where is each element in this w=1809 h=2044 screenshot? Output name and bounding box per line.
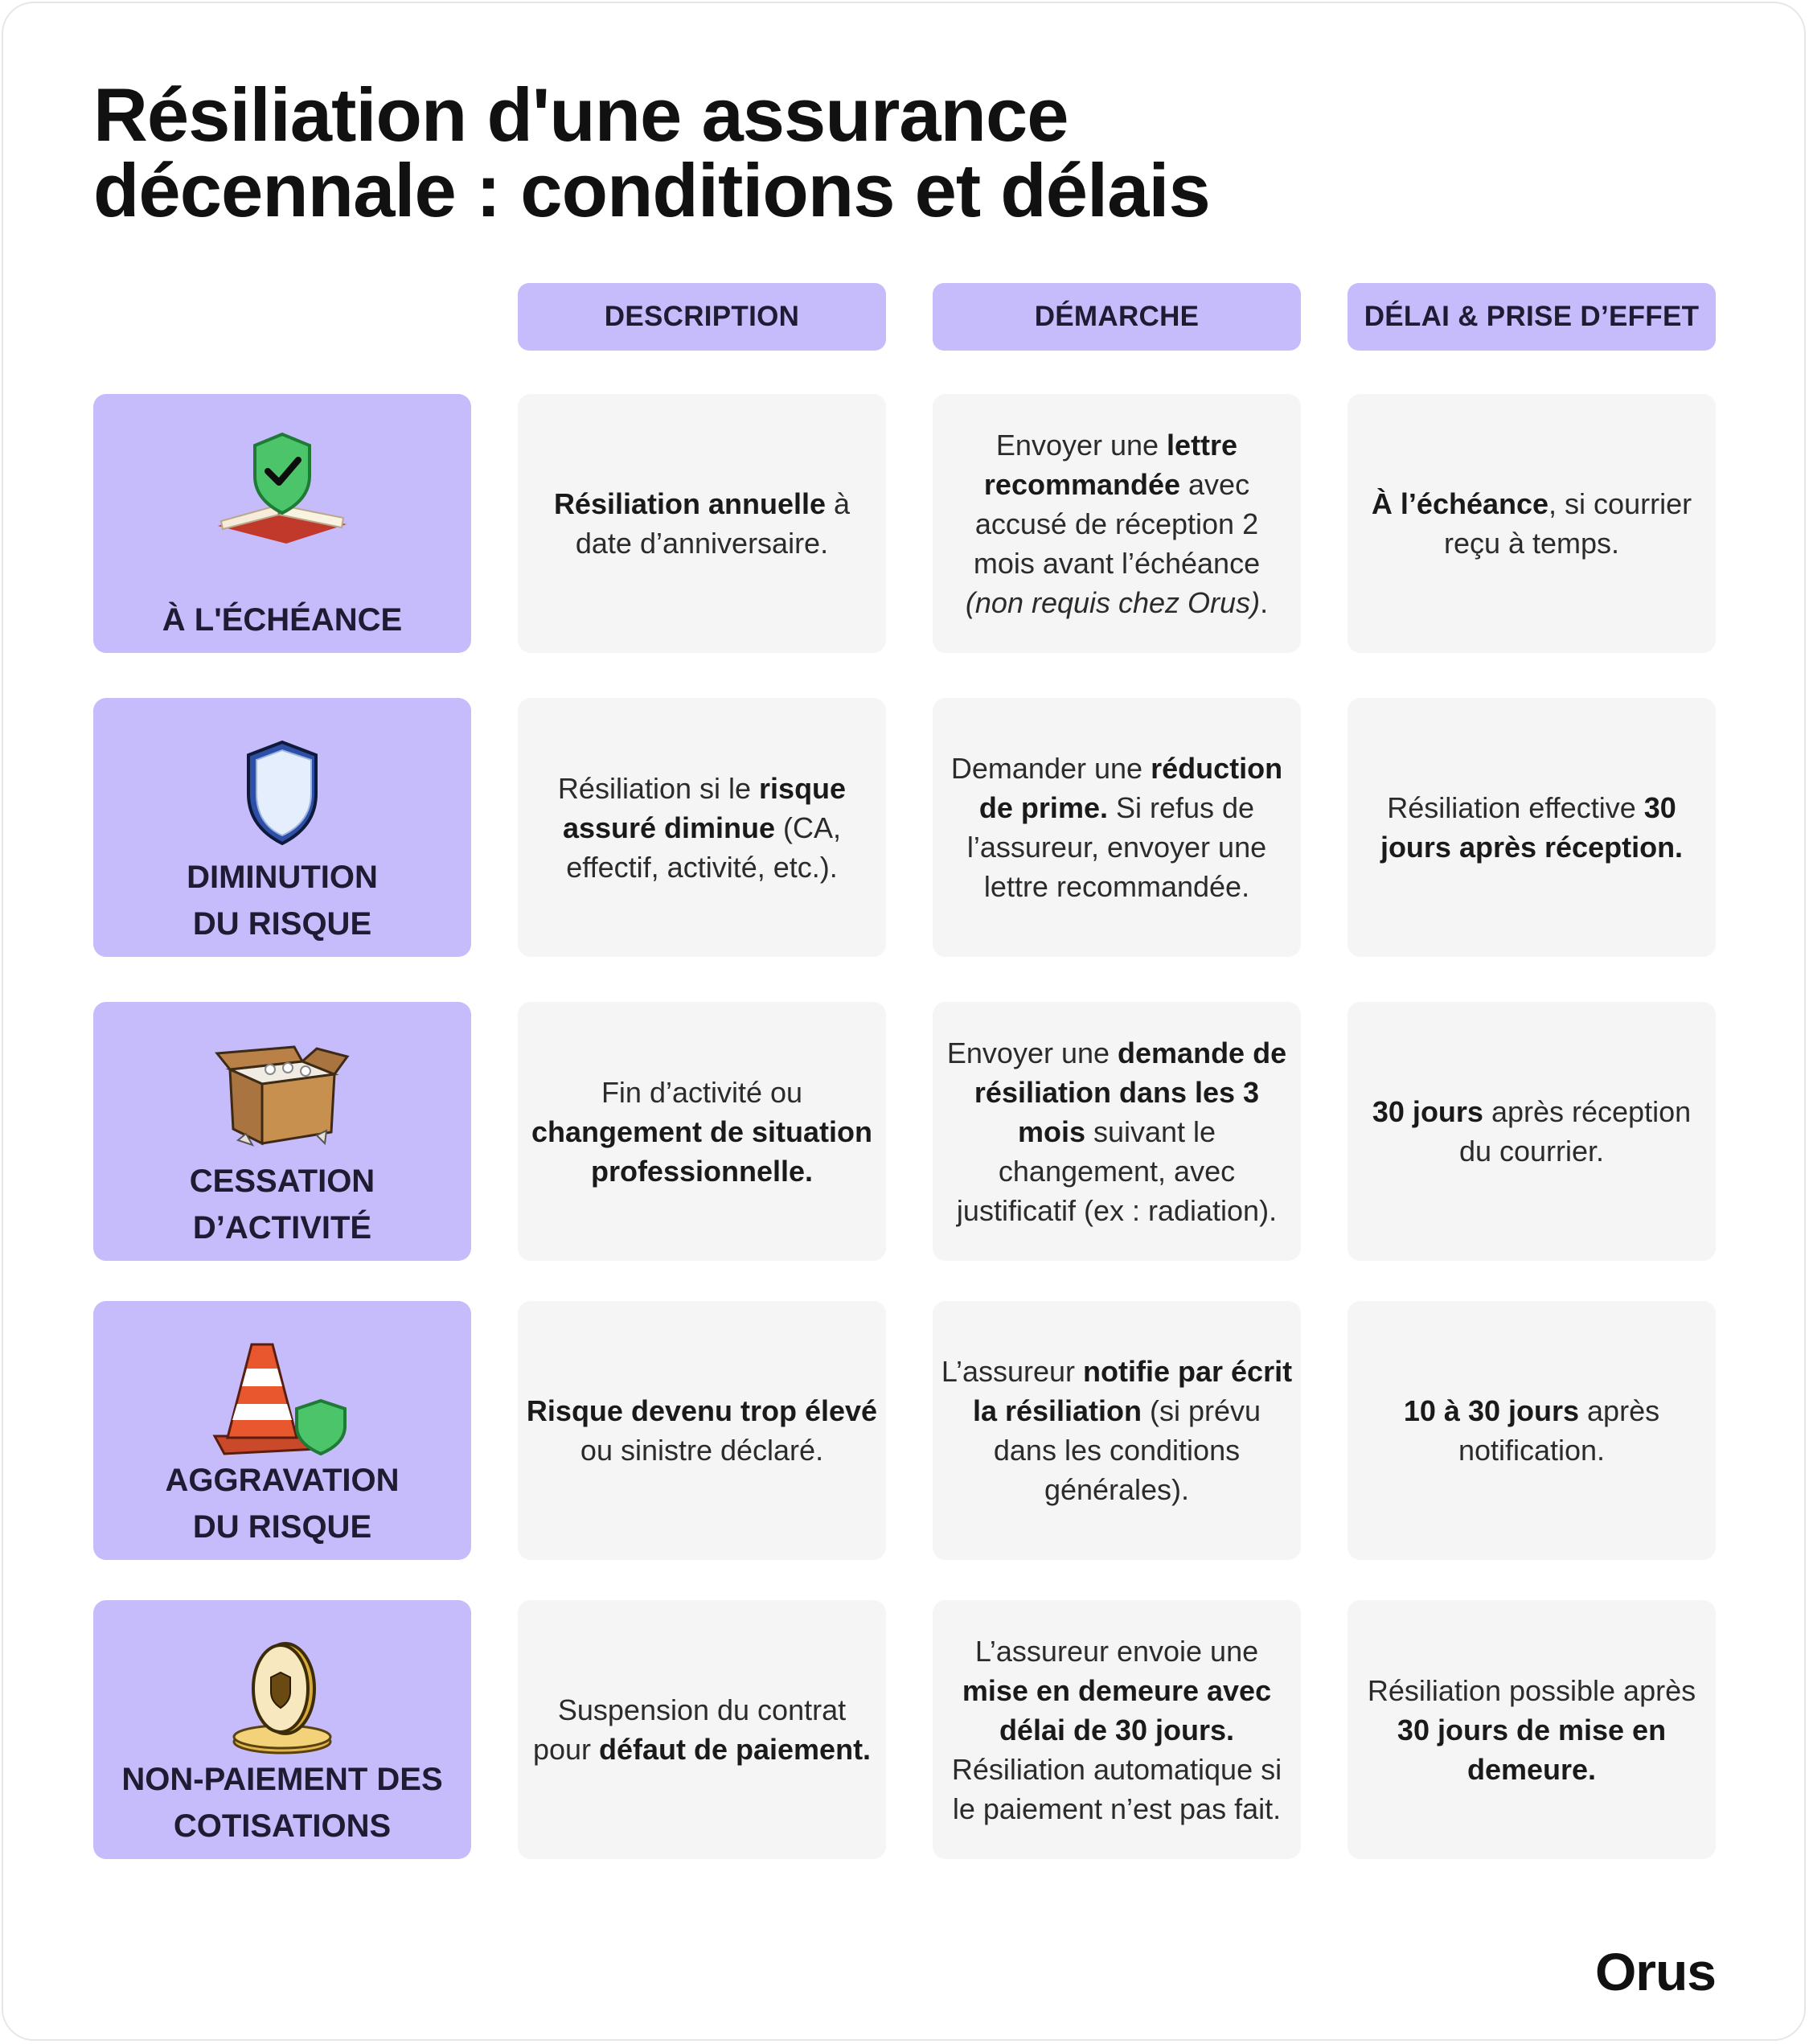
title-line-1: Résiliation d'une assurance bbox=[93, 72, 1069, 157]
column-header-delai: DÉLAI & PRISE D’EFFET bbox=[1348, 283, 1716, 351]
row-label-non-paiement bbox=[93, 1600, 471, 1859]
row-label-text: DIMINUTION DU RISQUE bbox=[187, 860, 378, 942]
row-label-text: À L'ÉCHÉANCE bbox=[162, 602, 403, 638]
open-box-icon bbox=[93, 1037, 471, 1158]
cell-description: Risque devenu trop élevé ou sinistre déclaré. bbox=[518, 1301, 886, 1560]
orus-logo: Orus bbox=[1594, 1942, 1716, 2001]
cell-delai: Résiliation possible après 30 jours de mise en demeure. bbox=[1348, 1600, 1716, 1859]
coin-icon bbox=[93, 1636, 471, 1756]
column-header-demarche: DÉMARCHE bbox=[933, 283, 1301, 351]
cell-delai: 30 jours après réception du courrier. bbox=[1348, 1002, 1716, 1261]
column-header-description: DESCRIPTION bbox=[518, 283, 886, 351]
cell-description: Résiliation annuelle à date d’anniversaire. bbox=[518, 394, 886, 653]
cell-description: Fin d’activité ou changement de situation professionnelle. bbox=[518, 1002, 886, 1261]
cell-delai: À l’échéance, si courrier reçu à temps. bbox=[1348, 394, 1716, 653]
cell-description: Suspension du contrat pour défaut de paiement. bbox=[518, 1600, 886, 1859]
shield-icon bbox=[93, 733, 471, 854]
row-label-echeance bbox=[93, 394, 471, 653]
shield-book-icon bbox=[93, 429, 471, 550]
cell-delai: Résiliation effective 30 jours après réception. bbox=[1348, 698, 1716, 957]
page-title bbox=[93, 72, 1210, 232]
cell-demarche: Envoyer une demande de résiliation dans les 3 mois suivant le changement, avec justificatif (ex : radiation). bbox=[933, 1002, 1301, 1261]
title-line-2: décennale : conditions et délais bbox=[93, 148, 1210, 232]
cell-demarche: L’assureur notifie par écrit la résiliation (si prévu dans les conditions générales). bbox=[933, 1301, 1301, 1560]
cell-description: Résiliation si le risque assuré diminue (CA, effectif, activité, etc.). bbox=[518, 698, 886, 957]
row-label-aggravation bbox=[93, 1301, 471, 1560]
row-label-diminution bbox=[93, 698, 471, 957]
cell-demarche: L’assureur envoie une mise en demeure avec délai de 30 jours. Résiliation automatique si le paiement n’est pas fait. bbox=[933, 1600, 1301, 1859]
traffic-cone-shield-icon bbox=[93, 1336, 471, 1457]
cell-demarche: Demander une réduction de prime. Si refus de l’assureur, envoyer une lettre recommandée. bbox=[933, 698, 1301, 957]
row-label-cessation bbox=[93, 1002, 471, 1261]
row-label-text: CESSATION D’ACTIVITÉ bbox=[189, 1164, 375, 1246]
cell-delai: 10 à 30 jours après notification. bbox=[1348, 1301, 1716, 1560]
cell-demarche: Envoyer une lettre recommandée avec accusé de réception 2 mois avant l’échéance (non requis chez Orus). bbox=[933, 394, 1301, 653]
row-label-text: NON-PAIEMENT DES COTISATIONS bbox=[121, 1762, 443, 1844]
row-label-text: AGGRAVATION DU RISQUE bbox=[165, 1463, 400, 1545]
